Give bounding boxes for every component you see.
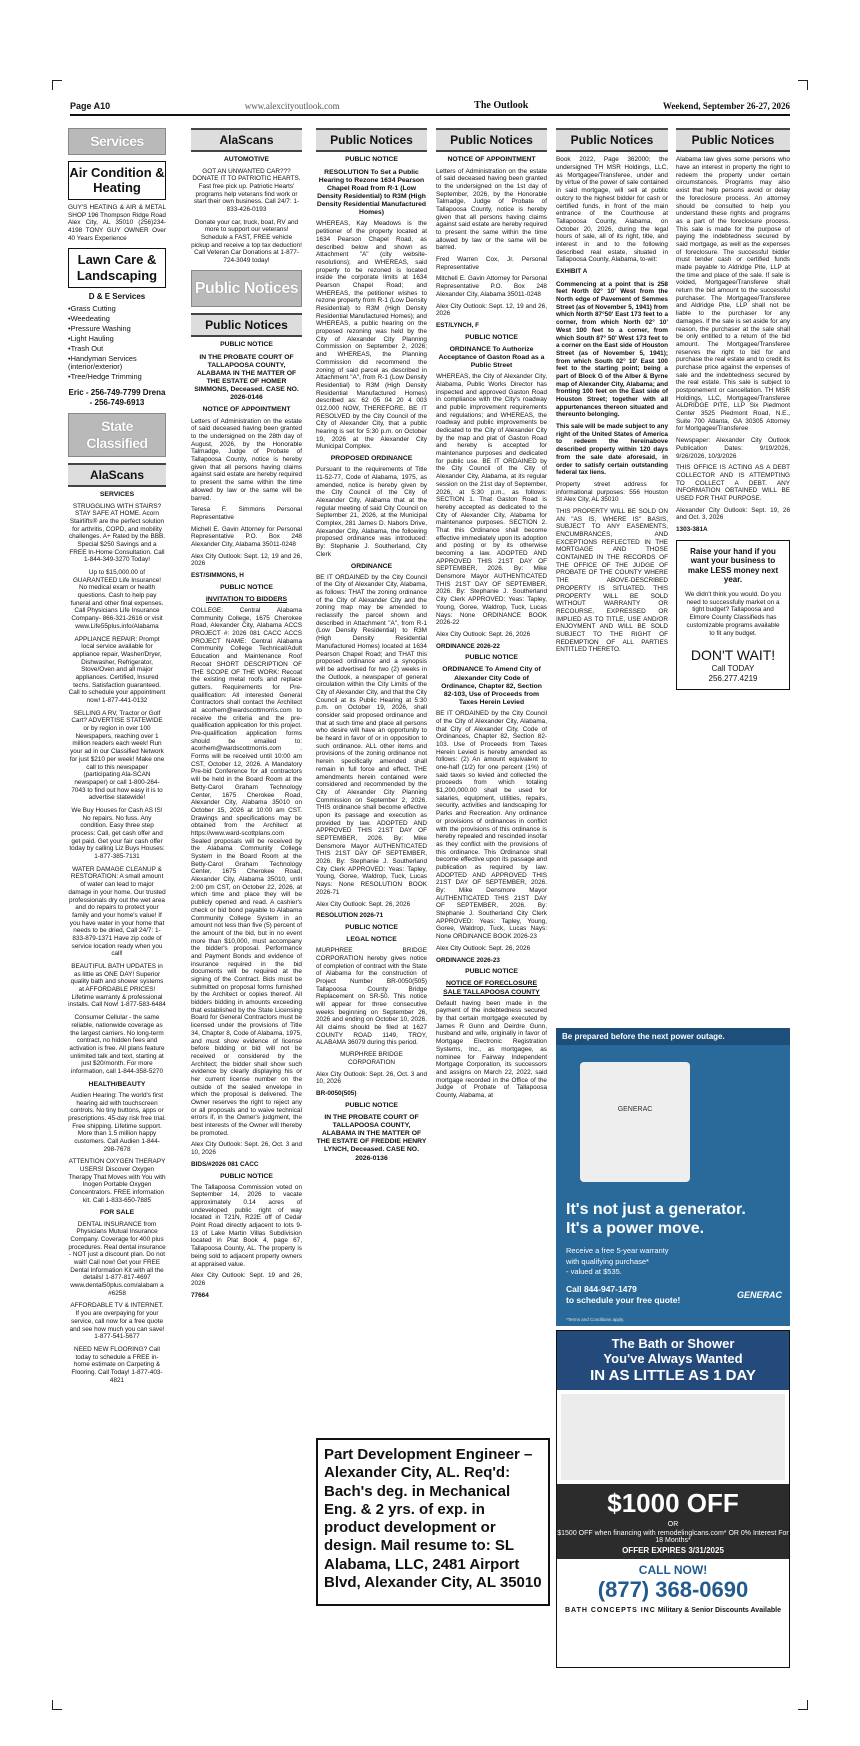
- public-notices-head: Public Notices: [191, 313, 302, 337]
- lawn-company: D & E Services: [88, 291, 146, 301]
- notice-publication: Alexander City Outlook: Sept. 19, 26 and Oct. 3, 2026: [676, 506, 790, 522]
- bath-brand-logo: BATH CONCEPTS INC: [565, 1607, 656, 1615]
- notice-title: ORDINANCE To Amend City of Alexander City Code of Ordinance, Chapter 82, Section 82-103, Use of Proceeds from Taxes Herein Levied: [441, 666, 542, 707]
- classified-ad: DENTAL INSURANCE from Physicians Mutual Insurance Company. Coverage for 400 plus procedures. Real dental insurance - NOT just a discount plan. Do not wait! Call now! Get your FREE Dental Information Kit with all the details! 1-877-817-4697 www.dental50plus.com/alabam a #6258: [68, 1220, 166, 1297]
- notice-head: PUBLIC NOTICE: [220, 341, 273, 349]
- bath-offer: [557, 1484, 789, 1559]
- notice-title: LEGAL NOTICE: [346, 936, 397, 944]
- notice-body: Book 2022, Page 362000; the undersigned TH MSR Holdings, LLC, as Mortgagee/Transferee, under and by virtue of the power of sale contained in said mortgage, will sell at public outcry to the highest bidder for cash or certified funds, in front of the main entrance of the Courthouse at Tallapoosa County, Alabama, on October 20, 2026, during the legal hours of sale, all of its right, title, and interest in and to the following described real estate, situated in Tallapoosa County, Alabama, to-wit:: [556, 156, 668, 264]
- notice-signature: Fred Warren Cox, Jr. Personal Representative: [436, 256, 547, 271]
- notice-body: Letters of Administration on the estate of said deceased having been granted to the undersigned on the 1st day of September, 2026, by the Honorable Talmadge, Judge of Probate of Tallapoosa County, notice is hereby given that all persons having claims against said estate are hereby required to present the same within the time allowed by law or the same will be barred.: [436, 167, 547, 252]
- notice-body: WHEREAS, Kay Meadows is the petitioner of the property located at 1634 Pearson Chapel Road, as described below and shown as Attachment "A" (city website-resolutions); and WHEREAS, said property to be rezoned is located inside the corporate limits at 1634 Pearson Chapel Road; and WHEREAS, the petitioner wishes to rezone property from R-1 (Low Density Residential) to R3M (High Density Residential Manufactured Homes); and WHEREAS, a public hearing on the proposed rezoning was held by the City of Alexander City Planning Commission on September 2, 2026; and WHEREAS, the Planning Commission did recommend the zoning of said parcel as described in Attachment "A", from R-1 (Low Density Residential) to R3M (High Density Residential Manufactured Homes) described as: 62 05 04 20 4 003 012.000 NOW, THEREFORE, BE IT RESOLVED by the City Council of the City of Alexander City, that a public hearing is set for 5:30 p.m. on October 19, 2026 at the Alexander City Municipal Complex.: [316, 220, 427, 451]
- notice-id: 1303-381A: [676, 526, 708, 534]
- generator-fine-print: *Terms and Conditions apply.: [566, 1317, 625, 1322]
- headline-line: You've Always Wanted: [603, 1350, 743, 1366]
- list-item: •Grass Cutting: [68, 304, 116, 314]
- notice-publication: Alex City Outlook: Sept. 19 and 26, 2026: [191, 1272, 302, 1287]
- notice-body: MURPHREE BRIDGE CORPORATION hereby gives notice of completion of contract with the State of Alabama for the construction of Project Number BR-0050(505) Tallapoosa County Bridge Replacement on SR-50. This notice will appear for three consecutive weeks beginning on September 26, 2026 and ending on October 10, 2026. All claims should be filed at 1627 COUNTY ROAD 1149, TROY, ALABAMA 36079 during this period.: [316, 947, 427, 1047]
- legal-description: Commencing at a point that is 258 feet North 02° 10' West from the North edge of Pavement of Semmes Street (as of November 5, 1941) from which North 87°50' East 173 feet to a corner, from which North 02° 10' West 100 feet to a corner, from which South 87° 50' West 173 feet to a corner on the East side of Houston Street (as of November 5, 1941); from which South 02° 10' East 100 feet to the starting point; being a part of Block G of the Alber & Byrne map of Alexander City, Alabama; and fronting 100 feet on the East side of Houston Street; together with all appurtenances thereon situated and thereunto belonging.: [556, 280, 668, 419]
- notice-publication: Alex City Outlook: Sept. 26, Oct. 3 and 10, 2026: [316, 1070, 427, 1086]
- generator-ad-cta: [566, 1284, 680, 1306]
- classified-ad: Audien Hearing: The world's first hearing aid with touchscreen controls. No tiny buttons, apps or prescriptions. 45-day risk free trial. Free shipping. Lifetime support. More than 1.5 million happy customers. Call Audien 1-844-298-7678: [68, 1091, 166, 1153]
- offer-expires: OFFER EXPIRES 3/31/2025: [622, 1546, 724, 1556]
- classified-ad: APPLIANCE REPAIR: Prompt local service available for appliance repair, Washer/Dryer, Dishwasher, Refrigerator, Stove/Oven and all major appliances. Certified, Insured techs. Satisfaction guaranteed. Call to schedule your appointment now! 1-877-441-0132: [68, 635, 166, 705]
- notice-id: BR-0050(505): [316, 1089, 357, 1097]
- bath-footer: [557, 1603, 789, 1618]
- crop-mark-top-right: [798, 80, 808, 90]
- notice-title: IN THE PROBATE COURT OF TALLAPOOSA COUNTY, ALABAMA IN THE MATTER OF THE ESTATE OF HOMER SIMMONS, Deceased. CASE NO. 2026-0146: [194, 353, 299, 402]
- generator-brand-logo: GENERAC: [736, 1290, 782, 1300]
- list-item: •Tree/Hedge Trimming: [68, 372, 142, 382]
- notice-id: 77664: [191, 1291, 209, 1299]
- crop-mark-bottom-left: [52, 1700, 62, 1710]
- lawn-services-list: [68, 305, 166, 382]
- notice-title: ORDINANCE To Authorize Acceptance of Gaston Road as a Public Street: [438, 345, 545, 370]
- house-ad-text: We didn't think you would. Do you need to successfully market on a tight budget? Tallapoosa and Elmore County Classifieds has customizable programs available to fit any budget.: [685, 591, 781, 637]
- paper-name: The Outlook: [474, 100, 529, 111]
- notice-head: PUBLIC NOTICE: [220, 583, 273, 591]
- classified-ad: AFFORDABLE TV & INTERNET. If you are overpaying for your service, call now for a free quote and see how much you can save! 1-877-541-5677: [69, 1302, 165, 1341]
- bath-ad: [556, 1330, 790, 1668]
- classified-ad: We Buy Houses for Cash AS IS! No repairs. No fuss. Any condition. Easy three step process: Call, get cash offer and get paid. Get your fair cash offer today by calling Liz Buys Houses: 1-877-385-7131: [69, 806, 165, 861]
- notice-head: PUBLIC NOTICE: [345, 1101, 398, 1109]
- notice-subhead: ORDINANCE: [350, 562, 393, 570]
- notice-body: BE IT ORDAINED by the City Council of the City of Alexander City, Alabama, as follows: THAT the zoning ordinance of the City of Alexander City and the zoning map may be amended to reclassify the parcel shown and described in Attachment "A", from R-1 (Low Density Residential) to R3M (High Density Residential Manufactured Homes) located at 1634 Pearson Chapel Road; and THAT this proposed ordinance and a synopsis will be advertised for two (2) weeks in the Outlook, a newspaper of general circulation within the City Limits of the City of Alexander City, and that the City Council at its Public Hearing at 5:30 p.m. on October 19, 2026, shall consider said proposed ordinance and that at such time and place all persons who desire will have an opportunity to be heard in favor of or in opposition to such ordinance. ALL other items and provisions of the zoning ordinance not herein specifically amended shall remain in full force and effect. THE amendments herein contained were considered and recommended by the City of Alexander City Planning Commission on September 2, 2026. THIS ordinance shall become effective upon its passage and execution as provided by law. ADOPTED AND APPROVED THIS 21ST DAY OF SEPTEMBER, 2026. By: Mike Densmore Mayor AUTHENTICATED THIS 21ST DAY OF SEPTEMBER, 2026. By: Stephanie J. Southerland City Clerk APPROVED: Yeas: Tapley, Young, Goree, Waldrop, Tuck, Lucas Nays: None RESOLUTION BOOK 2026-71: [316, 573, 427, 896]
- column-notices-4: [436, 128, 547, 1428]
- ac-banner: Air Condition & Heating: [68, 161, 166, 200]
- notice-head: NOTICE OF APPOINTMENT: [447, 156, 536, 164]
- generator-ad: [556, 1028, 790, 1326]
- classified-ad: STRUGGLING WITH STAIRS? STAY SAFE AT HOME. Acorn Stairlifts® are the perfect solution for arthritis, COPD, and mobility challenges. A+ Rated by the BBB. Special $250 Savings and a FREE In-Home Consultation. Call 1-844-349-3270 Today!: [68, 502, 166, 564]
- notice-signature: Teresa F. Simmons Personal Representative: [191, 506, 302, 521]
- column-notices-5: [556, 128, 668, 1018]
- notice-title: RESOLUTION To Set a Public Hearing to Rezone 1634 Pearson Chapel Road from R-1 (Low Density Residential) to R3M (High Density Residential Manufactured Homes): [316, 168, 427, 217]
- notice-subhead: NOTICE OF APPOINTMENT: [202, 406, 291, 414]
- classified-ad: Up to $15,000.00 of GUARANTEED Life Insurance! No medical exam or health questions. Cash to help pay funeral and other final expenses. Call Physicians Life Insurance Company- 866-321-2616 or visit www.Life55plus.info/Alabama: [70, 569, 164, 630]
- job-ad: Part Development Engineer – Alexander City, AL. Req'd: Bach's deg. in Mechanical Eng. & 2 yrs. of exp. in product development or design. Mail resume to: SL Alabama, LLC, 2481 Airport Blvd, Alexander City, AL 35010: [316, 1438, 550, 1606]
- notice-head: PUBLIC NOTICE: [220, 1172, 273, 1180]
- exhibit-head: EXHIBIT A: [556, 268, 588, 276]
- ac-ad-text: GUY'S HEATING & AIR & METAL SHOP 196 Thompson Ridge Road Alex City, AL 35010 (256)234-4198 TONY GUY OWNER Over 40 Years Experience: [68, 203, 166, 242]
- notice-publication: Alex City Outlook: Sept. 26, Oct. 3 and 10, 2026: [191, 1141, 302, 1157]
- notice-subhead: PROPOSED ORDINANCE: [330, 455, 413, 463]
- classified-ad: Consumer Cellular - the same reliable, nationwide coverage as the largest carriers. No long-term contract, no hidden fees and activation is free. All plans feature unlimited talk and text, starting at just $20/month. For more information, call 1-844-358-5270: [69, 1014, 165, 1075]
- notice-publication: Alex City Outlook: Sept. 26, 2026: [436, 944, 531, 952]
- cta-phone: Call 844-947-1479: [566, 1284, 637, 1294]
- list-item: •Pressure Washing: [68, 323, 131, 333]
- public-notices-banner: Public Notices: [191, 270, 302, 307]
- page-number: Page A10: [70, 100, 111, 111]
- headline-line: The Bath or Shower: [611, 1336, 735, 1351]
- notice-id: RESOLUTION 2026-71: [316, 912, 384, 920]
- bath-ad-headline: [557, 1331, 789, 1390]
- offer-financing: $1500 OFF when financing with remodelinglcans.com* OR 0% Interest For 18 Months*: [557, 1530, 789, 1545]
- notice-head: PUBLIC NOTICE: [465, 968, 518, 976]
- health-head: HEALTH/BEAUTY: [88, 1080, 146, 1088]
- notice-body: Pursuant to the requirements of Title 11-52-77, Code of Alabama, 1975, as amended, notice is hereby given by the City Council of the City of Alexander City, Alabama that at the regular meeting of said City Council on September 21, 2026, at the Municipal Complex, 281 James D. Nabors Drive, Alexander City, Alabama, the following proposed ordinance was introduced: By: Stephanie J. Southerland, City Clerk: [316, 466, 427, 558]
- column-notices-6: [676, 128, 790, 1018]
- notice-title: NOTICE OF FORECLOSURE SALE TALLAPOOSA COUNTY: [443, 980, 540, 996]
- bath-photo: [561, 1394, 785, 1480]
- cta-text: to schedule your free quote!: [566, 1295, 681, 1306]
- notice-id: EST/SIMMONS, H: [191, 572, 244, 579]
- offer-line: with qualifying purchase*: [566, 1256, 649, 1266]
- list-item: •Light Hauling: [68, 333, 114, 343]
- crop-mark-top-left: [52, 80, 62, 90]
- house-ad-phone: 256.277.4219: [708, 673, 758, 683]
- notice-title: INVITATION TO BIDDERS: [205, 595, 288, 603]
- public-notices-head: Public Notices: [436, 128, 547, 152]
- generator-ad-headline: [566, 1200, 746, 1238]
- headline-line: It's not just a generator.: [566, 1201, 746, 1218]
- notice-publication: Alex City Outlook: Sept. 12, 19 and 26, 2026: [191, 552, 302, 568]
- list-item: •Handyman Services (interior/exterior): [68, 353, 137, 372]
- notice-body: This sale will be made subject to any right of the United States of America to redeem the hereinabove described property within 120 days from the sale date aforesaid, in order to satisfy certain outstanding federal tax liens.: [556, 423, 668, 477]
- property-address: Property street address for informational purposes: 556 Houston St Alex City, AL 35010: [556, 480, 668, 504]
- column-notices-3: [316, 128, 427, 1428]
- notice-id: ORDINANCE 2026-22: [436, 642, 500, 650]
- notice-head: PUBLIC NOTICE: [465, 333, 518, 341]
- public-notices-head: Public Notices: [556, 128, 668, 152]
- notice-head: PUBLIC NOTICE: [345, 923, 398, 931]
- notice-body: Letters of Administration on the estate of said deceased having been granted to the undersigned on the 28th day of August, 2026, by the Honorable Talmadge, Judge of Probate of Tallapoosa County, notice is hereby given that all persons having claims against said estate are hereby required to present the same within the time allowed by law or the same will be barred.: [191, 417, 302, 502]
- offer-amount: $1000 OFF: [607, 1488, 739, 1519]
- bath-phone: (877) 368-0690: [597, 1577, 749, 1603]
- notice-head: PUBLIC NOTICE: [465, 654, 518, 662]
- notice-body: The Tallapoosa Commission voted on September 14, 2026 to vacate approximately 0.14 acres of undeveloped public right of way located in T21N, R22E off of Cedar Point Road directly adjacent to lots 9-13 of Lake Martin Villas Subdivision located in Plat Book 4, page 67, Tallapoosa County, AL. The property is being sold to adjacent property owners at appraised value.: [191, 1183, 302, 1268]
- offer-line: - valued at $535.: [566, 1267, 622, 1276]
- public-notices-head: Public Notices: [676, 128, 790, 152]
- services-head: SERVICES: [99, 491, 135, 499]
- column-alascans-notices: [191, 128, 302, 1668]
- lawn-contact: Eric - 256-749-7799 Drena - 256-749-6913: [68, 388, 166, 407]
- generator-unit-label: GENERAC: [617, 1106, 653, 1113]
- notice-head: PUBLIC NOTICE: [345, 156, 398, 164]
- issue-date: Weekend, September 26-27, 2026: [662, 100, 790, 111]
- crop-mark-bottom-right: [798, 1700, 808, 1710]
- classified-ad: Donate your car, truck, boat, RV and more to support our veterans! Schedule a FAST, FREE vehicle pickup and receive a top tax deduction! Call Veteran Car Donations at 1-877-724-3049 today!: [191, 218, 302, 265]
- alascans-banner: AlaScans: [191, 128, 302, 152]
- notice-body: Alabama law gives some persons who have an interest in property the right to redeem the property under certain circumstances. Programs may also exist that help persons avoid or delay the foreclosure process. An attorney should be consulted to help you understand these rights and programs as a part of the foreclosure process. This sale is made for the purpose of paying the indebtedness secured by said mortgage, as well as the expenses of foreclosure. The successful bidder must tender cash or certified funds made payable to Aldridge Pite, LLP at the time and place of the sale. If sale is voided, Mortgagee/Transferee shall return the bid amount to the successful purchaser. The Mortgagee/Transferee and Aldridge Pite, LLP shall not be liable to the purchaser for any damages. If the sale is set aside for any reason, the purchaser at the sale shall be only entitled to a return of the bid amount. The Mortgagee/Transferee reserves the right to bid for and purchase the real estate and to credit its purchase price against the expenses of sale and the indebtedness secured by the real estate. This sale is subject to postponement or cancellation. TH MSR Holdings, LLC, Mortgagee/Transferee ALDRIDGE PITE, LLP Six Piedmont Center 3525 Piedmont Road, N.E., Suite 700 Atlanta, GA 30305 Attorney for Mortgagee/Transferee: [676, 156, 790, 433]
- classified-ad: SELLING A RV, Tractor or Golf Cart? ADVERTISE STATEWIDE or by region in over 100 Newspapers, reaching over 1 million readers each week! Run your ad in our Classified Network for just $210 per week! Make one call to this newspaper (participating Ala-SCAN newspaper) or call 1-800-264-7043 to find out how easy it is to advertise statewide!: [69, 709, 165, 802]
- generator-ad-top: Be prepared before the next power outage.: [556, 1028, 790, 1045]
- classified-ad: ATTENTION OXYGEN THERAPY USERS! Discover Oxygen Therapy That Moves with You with Inogen Portable Oxygen Concentrators. FREE information kit. Call 1-833-650-7885: [68, 1158, 166, 1204]
- notice-body: THIS PROPERTY WILL BE SOLD ON AN "AS IS, WHERE IS" BASIS, SUBJECT TO ANY EASEMENTS, ENCUMBRANCES, AND EXCEPTIONS REFLECTED IN THE MORTGAGE AND THOSE CONTAINED IN THE RECORDS OF THE OFFICE OF THE JUDGE OF PROBATE OF THE COUNTY WHERE THE ABOVE-DESCRIBED PROPERTY IS SITUATED. THIS PROPERTY WILL BE SOLD WITHOUT WARRANTY OR RECOURSE, EXPRESSED OR IMPLIED AS TO TITLE, USE AND/OR ENJOYMENT AND WILL BE SOLD SUBJECT TO THE RIGHT OF REDEMPTION OF ALL PARTIES ENTITLED THERETO.: [556, 507, 668, 654]
- public-notices-head: Public Notices: [316, 128, 427, 152]
- notice-attorney: Michell E. Gavin Attorney for Personal Representative P.O. Box 248 Alexander City, Alabama 35011-0248: [191, 525, 302, 548]
- list-item: •Trash Out: [68, 343, 104, 353]
- generator-ad-offer: [566, 1246, 669, 1278]
- notice-signature: MURPHREE BRIDGE CORPORATION: [340, 1051, 403, 1066]
- notice-body: WHEREAS, the City of Alexander City, Alabama, Public Works Director has inspected and approved Gaston Road in compliance with the City's roadway and public improvement requirements and regulations; and WHEREAS, the roadway and public improvements be dedicated to the City of Alexander City by the map and plat of Gaston Road and hereby is accepted for maintenance purposes and dedicated for public use. BE IT ORDAINED by the City Council of the City of Alexander City, Alabama, at its regular session on the 21st day of September, 2026, at 5:30 p.m., as follows: SECTION 1. That Gaston Road is hereby accepted as dedicated to the City of Alexander City, Alabama for maintenance purposes. SECTION 2. That this Ordinance shall become effective immediately upon its adoption and posting or by its otherwise becoming a law. ADOPTED AND APPROVED THIS 21ST DAY OF SEPTEMBER, 2026. By: Mike Densmore Mayor AUTHENTICATED THIS 21ST DAY OF SEPTEMBER, 2026. By: Stephanie J. Southerland City Clerk APPROVED: Yeas: Tapley, Young, Goree, Waldrop, Tuck, Lucas Nays: None ORDINANCE BOOK 2026-22: [436, 373, 547, 627]
- notice-body: THIS OFFICE IS ACTING AS A DEBT COLLECTOR AND IS ATTEMPTING TO COLLECT A DEBT. ANY INFORMATION OBTAINED WILL BE USED FOR THAT PURPOSE.: [676, 464, 790, 502]
- alascans-banner: AlaScans: [68, 463, 166, 487]
- notice-publication: Newspaper: Alexander City Outlook Publication Dates: 9/19/2026, 9/26/2026, 10/3/2026: [676, 437, 790, 460]
- list-item: •Weedeating: [68, 314, 110, 324]
- for-sale-head: FOR SALE: [99, 1209, 135, 1217]
- house-ad-headline: Raise your hand if you want your business to make LESS money next year.: [687, 546, 779, 585]
- notice-publication: Alex City Outlook: Sept. 12, 19 and 26, 2026: [436, 302, 547, 318]
- generator-image: [580, 1062, 690, 1182]
- bath-discounts: Military & Senior Discounts Available: [657, 1607, 781, 1615]
- classified-ad: WATER DAMAGE CLEANUP & RESTORATION: A small amount of water can lead to major damage in your home. Our trusted professionals dry out the wet area and do repairs to protect your family and your home's value! If you have water in your home that needs to be dried, Call 24/7: 1-833-879-1371 Have zip code of service location ready when you call!: [68, 865, 166, 958]
- notice-body: Default having been made in the payment of the indebtedness secured by that certain mortgage executed by James R Gunn and Deirdre Gunn, husband and wife, originally in favor of Mortgage Electronic Registration Systems, Inc., as mortgagee, as nominee for Fairway Independent Mortgage Corporation, its successors and assigns on March 22, 2022, said mortgage recorded in the Office of the Judge of Probate of Tallapoosa County, Alabama, at: [436, 999, 547, 1099]
- house-ad-dont-wait: DON'T WAIT!: [690, 647, 776, 664]
- notice-body: COLLEGE: Central Alabama Community College, 1675 Cherokee Road, Alexander City, Alabama ACCS PROJECT #: 2026 081 CACC ACCS PROJECT NAME: Central Alabama Community College Technical/Adult Education and Maintenance Roof Recoat SHORT DESCRIPTION OF THE SCOPE OF THE WORK: Recoat the existing metal roofs and replace gutters. Requirements for Pre-qualification: All interested General Contractors shall contact the Architect at acorhem@wardscottmorris.com to receive the criteria and the pre-qualification application for this project. Pre-qualification application forms should be emailed to: acorhem@wardscottmorris.com . Forms will be received until 10:00 am CST, October 12, 2026. A Mandatory Pre-bid Conference for all contractors will be held in the Board Room at the Betty-Carol Graham Technology Center, 1675 Cherokee Road, Alexander City, Alabama 35010 on October 15, 2026 at 10:00 am CST. Drawings and specifications may be obtained from the Architect at https://www.ward-scottplans.com Sealed proposals will be received by the Alabama Community College System in the Board Room at the Betty-Carol Graham Technology Center, 1675 Cherokee Road, Alexander City, Alabama 35010, until 2:00 pm CST, on October 22, 2026, at which time and place they will be publicly opened and read. A cashier's check or bid bond payable to Alabama Community College System in an amount not less than five (5) percent of the amount of the bid, but in no event more than $10,000, must accompany the bidder's proposal. Performance and Payment Bonds and evidence of insurance required in the bid documents will be required at the signing of the Contract. Bids must be submitted on proposal forms furnished by the Architect or copies thereof. All bidders bidding in amounts exceeding that established by the State Licensing Board for General Contractors must be licensed under the provisions of Title 34, Chapter 8, Code of Alabama, 1975, and must show evidence of license before bidding or bid will not be received or considered by the Architect; the bidder shall show such evidence by clearly displaying his or her current license number on the outside of the sealed envelope in which the proposal is delivered. The Owner reserves the right to reject any or all proposals and to waive technical errors if, in the Owner's judgment, the best interests of the Owner will thereby be promoted.: [191, 607, 302, 1137]
- bath-call-now: CALL NOW!: [638, 1563, 708, 1578]
- notice-body: BE IT ORDAINED by the City Council of the City of Alexander City, Alabama, that City of Alexander City, Code of Ordinances, Chapter 82, Section 82-103. Use of Proceeds from Taxes Herein Levied is hereby amended as follows: (2) An amount equivalent to one-half (1/2) for one percent (1%) of said taxes so levied and collected the proceeds from which totaling $1,200,000.00 shall be used for salaries, equipment, utilities, repairs, security, activities and landscaping for Parks and Recreation. Any ordinance or provisions of ordinances in conflict with the provisions of this ordinance is hereby repealed and rescinded insofar as they conflict with the provisions of this ordinance. This Ordinance shall become effective upon its passage and publication as required by law. ADOPTED AND APPROVED THIS 21ST DAY OF SEPTEMBER, 2026. By: Mike Densmore Mayor AUTHENTICATED THIS 21ST DAY OF SEPTEMBER, 2026. By: Stephanie J. Southerland City Clerk APPROVED: Yeas: Tapley, Young, Goree, Waldrop, Tuck, Lucas Nays: None ORDINANCE BOOK 2026-23: [436, 710, 547, 941]
- notice-attorney: Mitchell E. Gavin Attorney for Personal Representative P.O. Box 248 Alexander City, Alabama 35011-0248: [436, 275, 547, 298]
- notice-publication: Alex City Outlook: Sept. 26, 2026: [316, 900, 411, 908]
- notice-title: IN THE PROBATE COURT OF TALLAPOOSA COUNTY, ALABAMA IN THE MATTER OF THE ESTATE OF FREDDIE HENRY LYNCH, Deceased. CASE NO. 2026-0136: [316, 1113, 427, 1162]
- lawn-banner: Lawn Care & Landscaping: [68, 248, 166, 287]
- notice-publication: Alex City Outlook: Sept. 26, 2026: [436, 630, 531, 638]
- classified-ad: NEED NEW FLOORING? Call today to schedule a FREE in-home estimate on Carpeting & Flooring. Call Today! 1-877-403-4821: [71, 1345, 163, 1384]
- notice-id: ORDINANCE 2026-23: [436, 956, 500, 964]
- classified-ad: GOT AN UNWANTED CAR??? DONATE IT TO PATRIOTIC HEARTS. Fast free pick up. Patriotic Hearts' programs help veterans find work or start their own business. Call 24/7: 1-833-426-0193: [192, 167, 301, 213]
- column-services: [68, 128, 166, 1668]
- site-url[interactable]: www.alexcityoutlook.com: [244, 100, 340, 111]
- house-ad: [676, 540, 790, 690]
- offer-or: OR: [667, 1521, 679, 1529]
- notice-id: EST/LYNCH, F: [436, 321, 480, 329]
- automotive-head: AUTOMOTIVE: [223, 156, 270, 164]
- services-banner: Services: [68, 128, 166, 155]
- notice-id: BIDS/#2026 081 CACC: [191, 1160, 259, 1168]
- state-classified-banner: State Classified: [68, 413, 166, 457]
- classified-ad: BEAUTIFUL BATH UPDATES in as little as ONE DAY! Superior quality bath and shower systems at AFFORDABLE PRICES! Lifetime warranty & professional installs. Call Now! 1-877-583-6484: [68, 963, 166, 1009]
- masthead: [70, 100, 790, 116]
- offer-line: Receive a free 5-year warranty: [566, 1246, 669, 1255]
- headline-line: It's a power move.: [566, 1220, 705, 1238]
- house-ad-call: Call TODAY: [711, 664, 755, 673]
- headline-line: IN AS LITTLE AS 1 DAY: [590, 1366, 756, 1384]
